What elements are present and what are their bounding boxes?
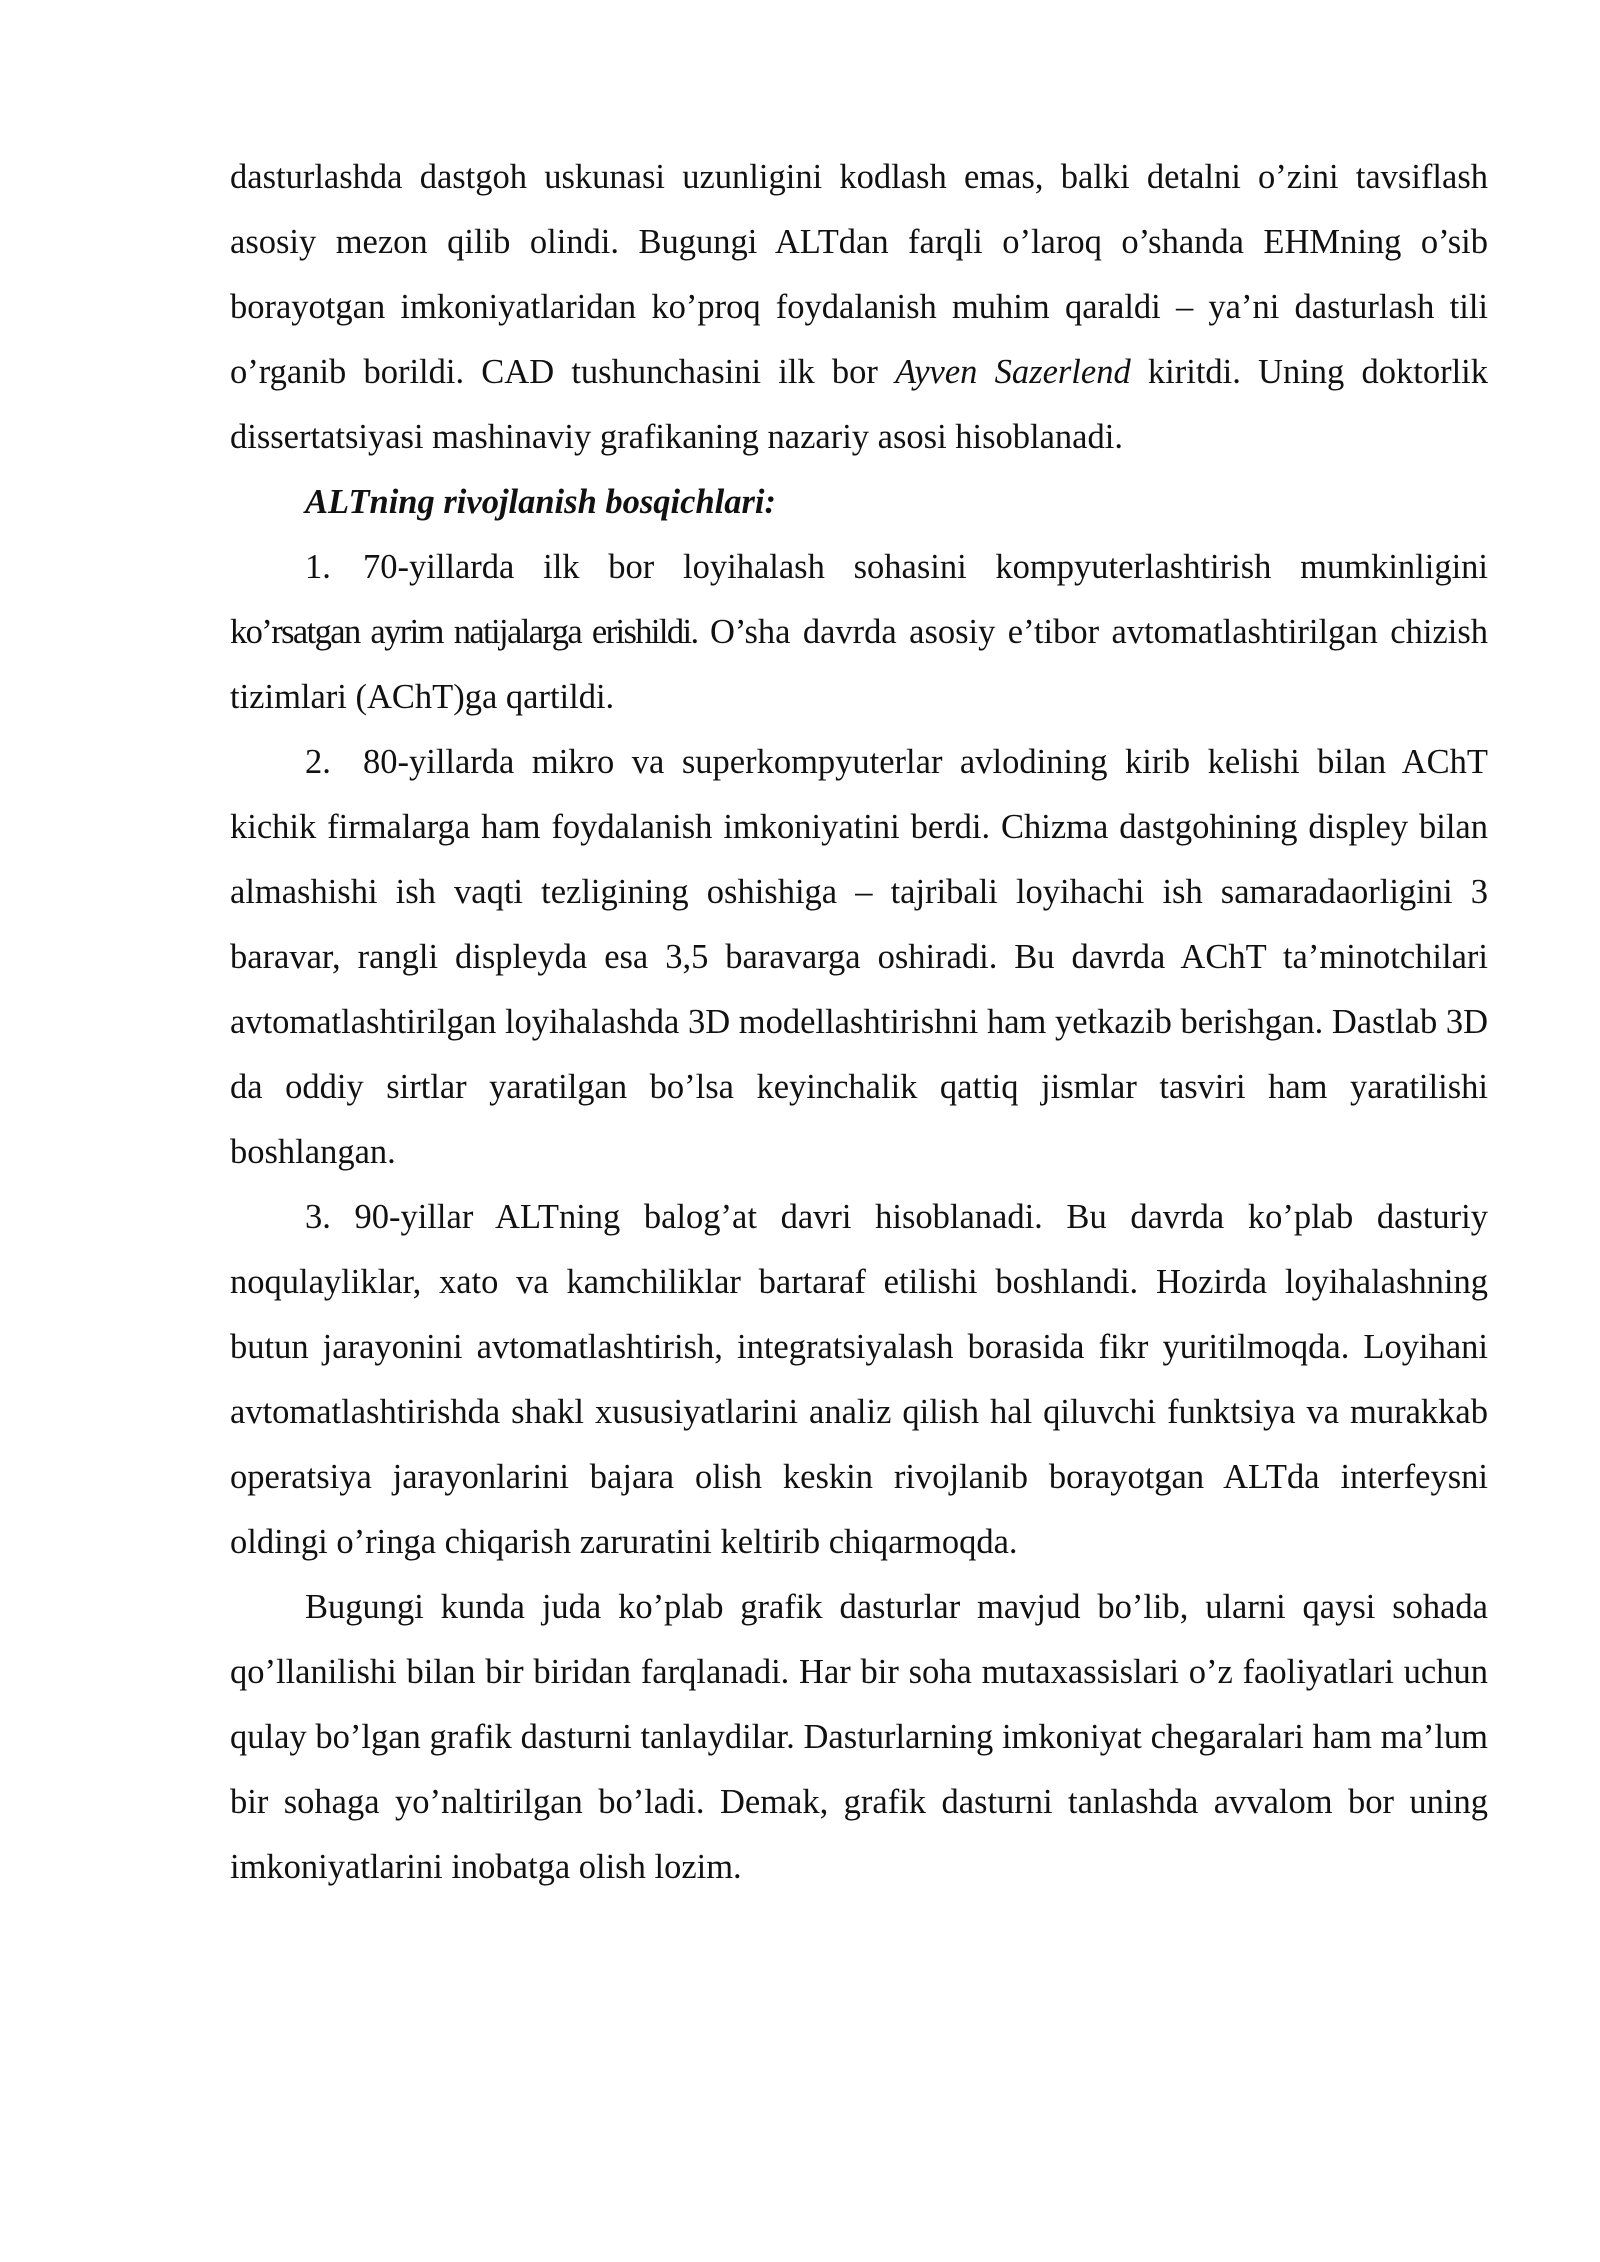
list-item-1-text-condensed: ko’rsatgan ayrim natijalarga erishildi.	[230, 613, 698, 651]
list-item-1-text-start: 70-yillarda ilk bor loyihalash sohasini kompyuterlashtirish mumkinligini	[363, 548, 1488, 586]
list-item-1-text-end: O’sha davrda asosiy e’tibor avtomatlashtirilgan chizish tizimlari (AChT)ga qartildi.	[230, 613, 1489, 716]
list-item-2-number: 2.	[305, 743, 331, 781]
intro-paragraph	[230, 145, 1488, 470]
list-item-2-text: 80-yillarda mikro va superkompyuterlar avlodining kirib kelishi bilan AChT kichik firmalarga ham foydalanish imkoniyatini berdi. Chizma dastgohining displey bilan almashishi ish vaqti tezligining oshishiga – tajribali loyihachi ish samaradaorligini 3 baravar, rangli displeyda esa 3,5 baravarga oshiradi. Bu davrda AChT ta’minotchilari avtomatlashtirilgan loyihalashda 3D modellashtirishni ham yetkazib berishgan. Dastlab 3D da oddiy sirtlar yaratilgan bo’lsa keyinchalik qattiq jismlar tasviri ham yaratilishi boshlangan.	[230, 743, 1489, 1171]
list-item-1	[230, 535, 1488, 730]
document-body	[230, 145, 1488, 1900]
intro-text-end: kiritdi. Uning doktorlik dissertatsiyasi mashinaviy grafikaning nazariy asosi hisoblanadi.	[230, 353, 1489, 456]
section-heading: ALTning rivojlanish bosqichlari:	[305, 483, 776, 521]
list-item-3-text: 90-yillar ALTning balog’at davri hisoblanadi. Bu davrda ko’plab dasturiy noqulayliklar, xato va kamchiliklar bartaraf etilishi boshlandi. Hozirda loyihalashning butun jarayonini avtomatlashtirish, integratsiyalash borasida fikr yuritilmoqda. Loyihani avtomatlashtirishda shakl xususiyatlarini analiz qilish hal qiluvchi funktsiya va murakkab operatsiya jarayonlarini bajara olish keskin rivojlanib borayotgan ALTda interfeysni oldingi o’ringa chiqarish zaruratini keltirib chiqarmoqda.	[230, 1198, 1488, 1561]
intro-text-start: dasturlashda dastgoh uskunasi uzunligini kodlash emas, balki detalni o’zini tavsiflash asosiy mezon qilib olindi. Bugungi ALTdan farqli o’laroq o’shanda EHMning o’sib borayotgan imkoniyatlaridan ko’proq foydalanish muhim qaraldi – ya’ni dasturlash tili o’rganib borildi. CAD tushunchasini ilk bor	[230, 158, 1488, 391]
list-item-3-number: 3.	[305, 1198, 331, 1236]
list-item-3	[230, 1185, 1488, 1575]
list-item-2	[230, 730, 1488, 1185]
person-name: Ayven Sazerlend	[895, 353, 1131, 391]
closing-paragraph: Bugungi kunda juda ko’plab grafik dasturlar mavjud bo’lib, ularni qaysi sohada qo’llanilishi bilan bir biridan farqlanadi. Har bir soha mutaxassislari o’z faoliyatlari uchun qulay bo’lgan grafik dasturni tanlaydilar. Dasturlarning imkoniyat chegaralari ham ma’lum bir sohaga yo’naltirilgan bo’ladi. Demak, grafik dasturni tanlashda avvalom bor uning imkoniyatlarini inobatga olish lozim.	[230, 1588, 1488, 1886]
list-item-1-number: 1.	[305, 548, 331, 586]
